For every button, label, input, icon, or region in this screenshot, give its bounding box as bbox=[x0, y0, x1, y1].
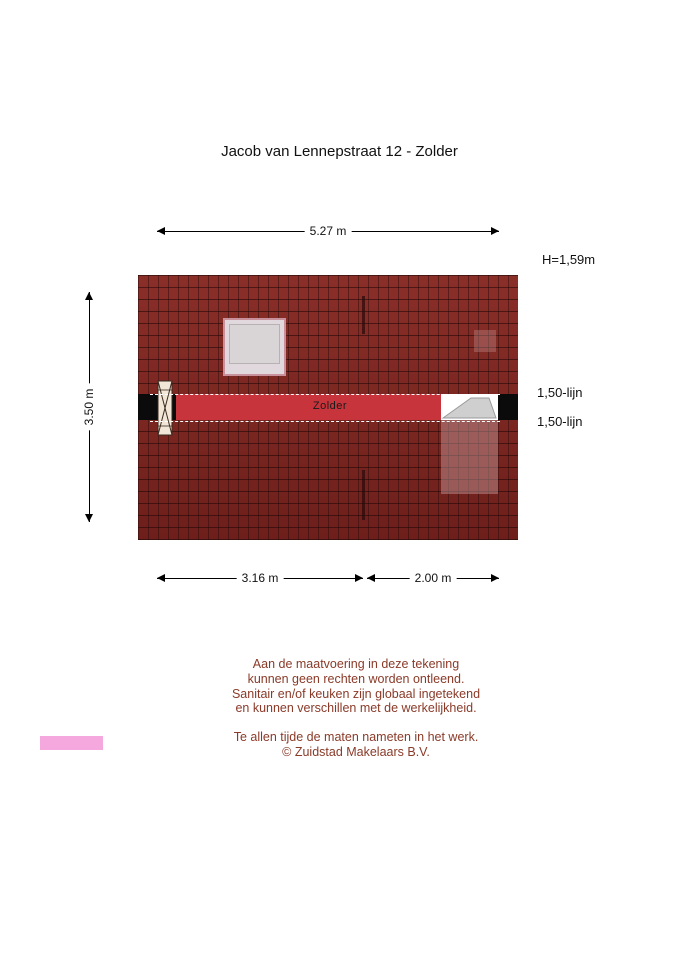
copyright-line: © Zuidstad Makelaars B.V. bbox=[282, 744, 430, 759]
roof-window-ghost bbox=[474, 330, 496, 352]
right-wall bbox=[498, 394, 518, 420]
left-height-label: 3.50 m bbox=[82, 384, 96, 431]
left-height-dimension bbox=[82, 292, 96, 522]
disclaimer-footer bbox=[180, 730, 532, 760]
skylight-window bbox=[223, 318, 286, 376]
disclaimer bbox=[180, 657, 532, 716]
decorative-bar bbox=[40, 736, 103, 750]
bottom-left-label: 3.16 m bbox=[237, 571, 284, 585]
bottom-left-dimension bbox=[157, 571, 363, 585]
disclaimer-footer-line: Te allen tijde de maten nameten in het werk. bbox=[233, 730, 479, 744]
roof-mark bbox=[362, 470, 365, 520]
level-line-lower bbox=[150, 421, 500, 422]
storage-box bbox=[441, 394, 498, 420]
top-width-label: 5.27 m bbox=[305, 224, 352, 238]
disclaimer-line: Sanitair en/of keuken zijn globaal ingetekend bbox=[231, 686, 481, 701]
disclaimer-line: kunnen geen rechten worden ontleend. bbox=[247, 671, 465, 686]
arrow-right-icon bbox=[355, 574, 363, 582]
disclaimer-line: Aan de maatvoering in deze tekening bbox=[252, 657, 460, 671]
room-label: Zolder bbox=[312, 400, 348, 412]
arrow-left-icon bbox=[157, 227, 165, 235]
arrow-right-icon bbox=[491, 227, 499, 235]
arrow-left-icon bbox=[157, 574, 165, 582]
arrow-left-icon bbox=[367, 574, 375, 582]
bottom-right-dimension bbox=[367, 571, 499, 585]
arrow-down-icon bbox=[85, 514, 93, 522]
level-line-label: 1,50-lijn bbox=[537, 385, 583, 400]
arrow-right-icon bbox=[491, 574, 499, 582]
arrow-up-icon bbox=[85, 292, 93, 300]
page-title: Jacob van Lennepstraat 12 - Zolder bbox=[221, 143, 458, 160]
skylight-glass bbox=[229, 324, 280, 364]
height-note: H=1,59m bbox=[542, 252, 596, 267]
top-width-dimension bbox=[157, 224, 499, 238]
stairs-icon bbox=[155, 380, 175, 436]
bottom-right-label: 2.00 m bbox=[410, 571, 457, 585]
level-line-upper bbox=[150, 394, 500, 395]
disclaimer-line: en kunnen verschillen met de werkelijkheid. bbox=[235, 701, 477, 716]
roof-mark bbox=[362, 296, 365, 334]
level-line-label: 1,50-lijn bbox=[537, 414, 583, 429]
